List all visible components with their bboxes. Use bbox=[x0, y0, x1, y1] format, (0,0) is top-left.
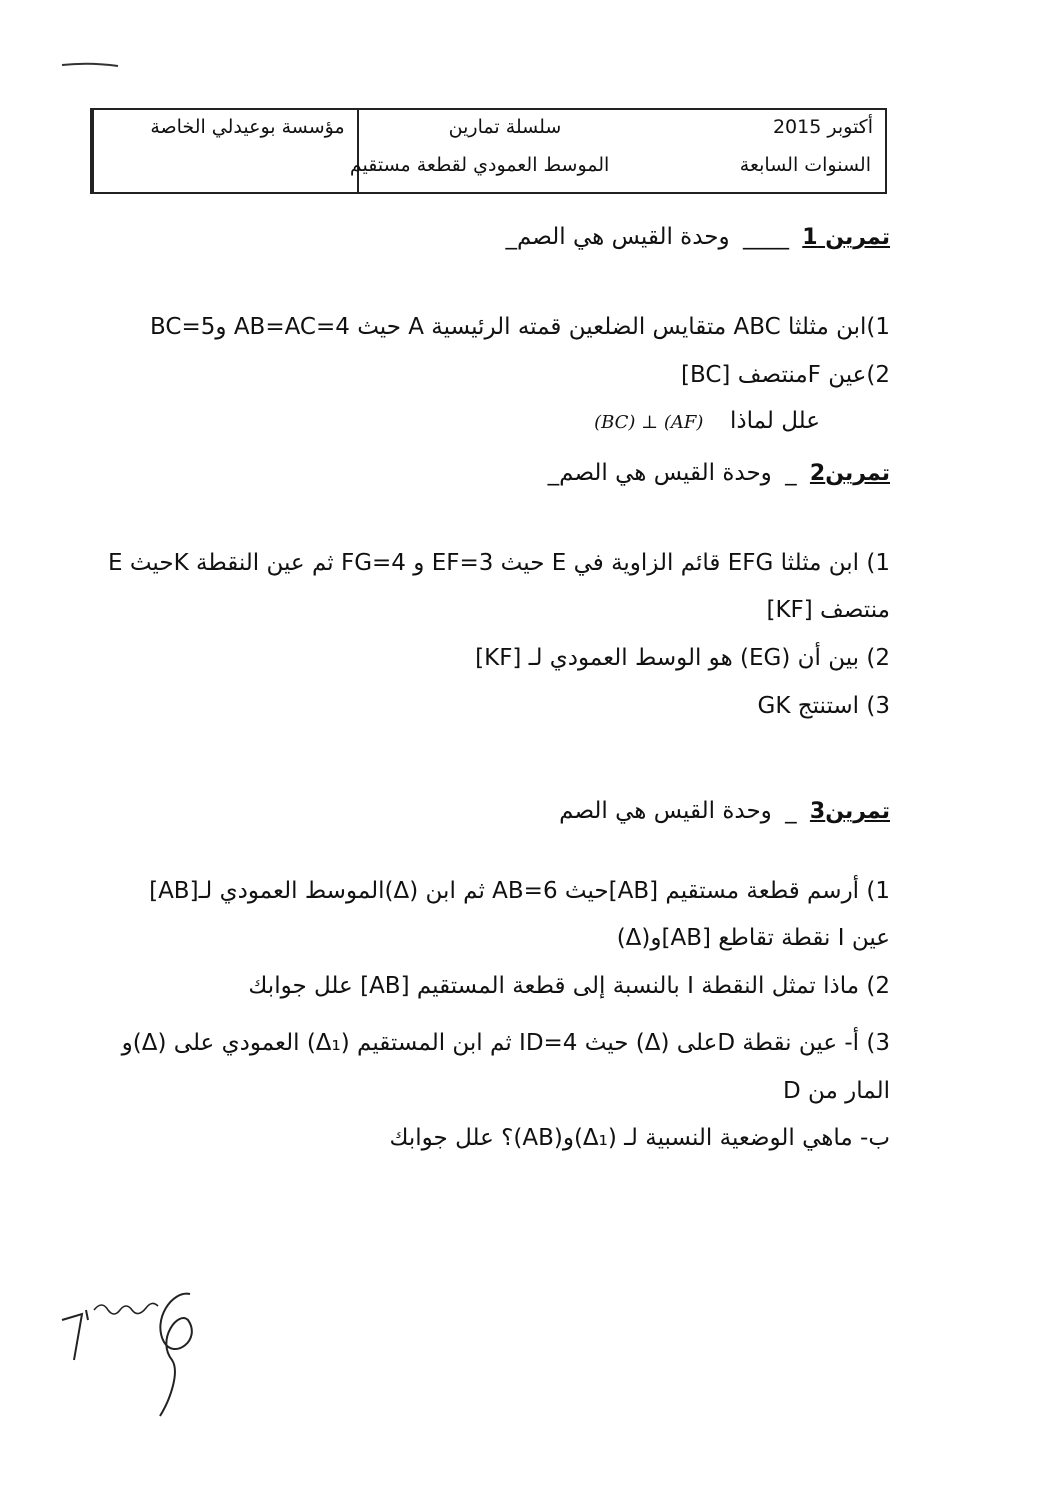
scan-mark-icon bbox=[60, 58, 120, 70]
header-date-cell bbox=[621, 110, 885, 192]
exercise2-q2: 2) بين أن (EG) هو الوسط العمودي لـ [KF] bbox=[475, 645, 890, 671]
exercise3-q1a: 1) أرسم قطعة مستقيم [AB]حيث AB=6 ثم ابن (Δ)الموسط العمودي لـ[AB] bbox=[149, 878, 890, 904]
grade-label: السنوات السابعة bbox=[739, 154, 871, 176]
exercise3-heading: تمرين3 _ وحدة القيس هي الصم bbox=[559, 798, 890, 824]
exercise1-title: تمرين 1 bbox=[802, 225, 890, 250]
exercise1-q3-math: (BC) ⊥ (AF) bbox=[594, 412, 704, 433]
exercise3-title: تمرين3 bbox=[809, 799, 890, 824]
exercise2-heading: تمرين2 _ وحدة القيس هي الصم_ bbox=[547, 460, 890, 486]
header-table bbox=[90, 108, 887, 194]
date-label: أكتوبر 2015 bbox=[772, 116, 873, 138]
exercise2-title: تمرين2 bbox=[809, 461, 890, 486]
exercise2-q1b: منتصف [KF] bbox=[766, 597, 890, 623]
exercise1-q1: 1)ابن مثلثا ABC متقايس الضلعين قمته الرئيسية A حيث AB=AC=4 وBC=5 bbox=[150, 314, 890, 340]
topic-title: الموسط العمودي لقطعة مستقيم bbox=[349, 154, 610, 176]
header-topic-cell bbox=[349, 110, 622, 192]
exercise2-unit: وحدة القيس هي الصم bbox=[559, 460, 772, 486]
exercise3-q3a: 3) أ- عين نقطة Dعلى (Δ) حيث ID=4 ثم ابن المستقيم (Δ₁) العمودي على (Δ)و bbox=[121, 1030, 890, 1056]
school-name: مؤسسة بوعيدلي الخاصة bbox=[150, 116, 345, 138]
exercise1-unit: وحدة القيس هي الصم bbox=[517, 224, 730, 250]
exercise3-q1b: عين I نقطة تقاطع [AB]و(Δ) bbox=[616, 925, 890, 951]
exercise3-q2: 2) ماذا تمثل النقطة I بالنسبة إلى قطعة المستقيم [AB] علل جوابك bbox=[248, 973, 890, 999]
header-school-cell bbox=[92, 110, 357, 192]
signature-icon bbox=[52, 1280, 212, 1420]
exercise3-q3b: المار من D bbox=[783, 1078, 890, 1104]
exercise1-q3-text: علل لماذا bbox=[729, 408, 820, 434]
exercise1-heading: تمرين 1 ____ وحدة القيس هي الصم_ bbox=[505, 224, 890, 250]
exercise2-q3: 3) استنتج GK bbox=[757, 693, 890, 719]
exercise1-q2: 2)عين Fمنتصف [BC] bbox=[680, 362, 890, 388]
exercise3-q3c: ب- ماهي الوضعية النسبية لـ (Δ₁)و(AB)؟ علل جوابك bbox=[389, 1125, 890, 1151]
exercise2-q1a: 1) ابن مثلثا EFG قائم الزاوية في E حيث EF=3 و FG=4 ثم عين النقطة Kحيث E bbox=[107, 550, 890, 576]
exercise3-unit: وحدة القيس هي الصم bbox=[559, 798, 772, 824]
series-label: سلسلة تمارين bbox=[448, 116, 562, 138]
exercise1-q3 bbox=[594, 408, 820, 434]
